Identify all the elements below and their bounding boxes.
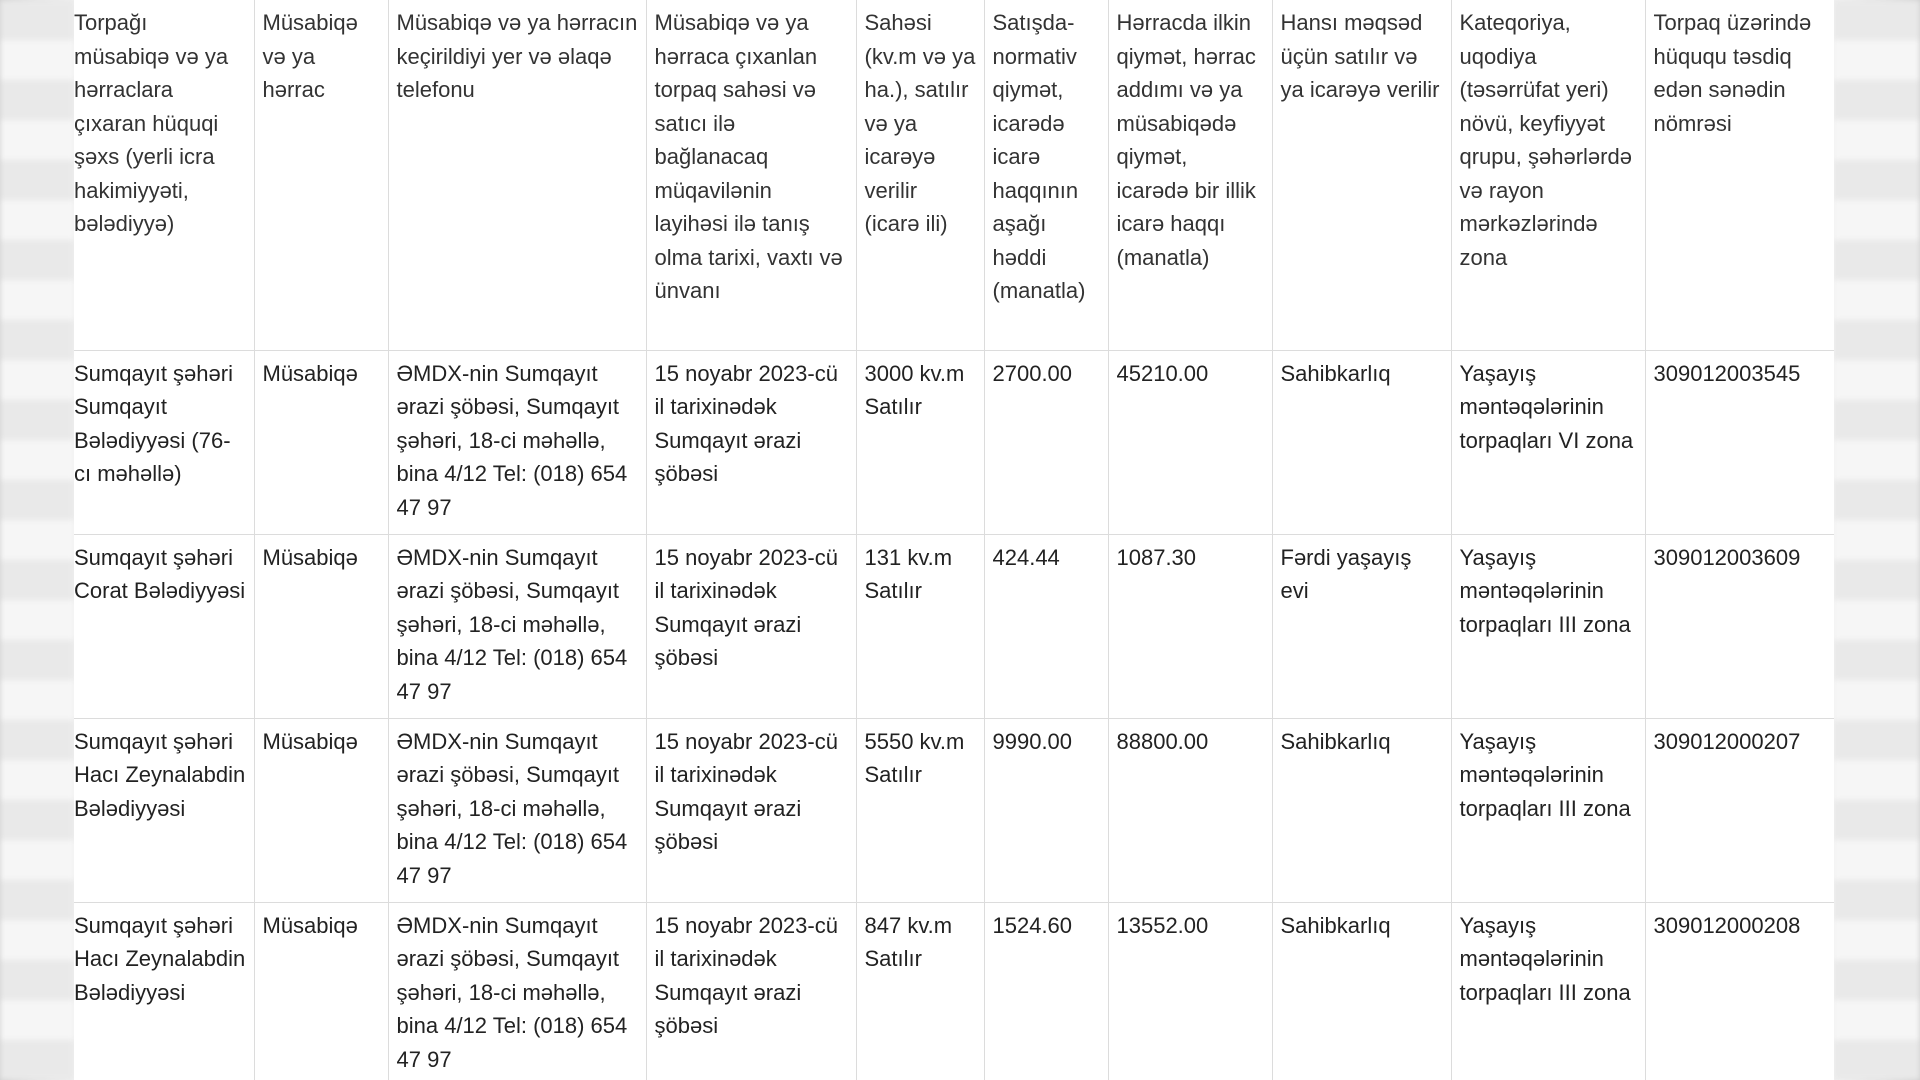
header-doc-number: Torpaq üzərində hüququ təsdiq edən sənədin nömrəsi — [1653, 10, 1812, 136]
cell-area — [856, 350, 984, 534]
table-row — [74, 534, 1834, 718]
cell-initial-price: 13552.00 — [1108, 902, 1272, 1080]
cell-type: Müsabiqə — [254, 534, 388, 718]
cell-type: Müsabiqə — [254, 902, 388, 1080]
cell-normative-price: 2700.00 — [984, 350, 1108, 534]
table-row — [74, 718, 1834, 902]
cell-initial-price: 45210.00 — [1108, 350, 1272, 534]
cell-entity: Sumqayıt şəhəri Sumqayıt Bələdiyyəsi (76-cı məhəllə) — [74, 350, 254, 534]
cell-review-date: 15 noyabr 2023-cü il tarixinədək Sumqayıt ərazi şöbəsi — [646, 534, 856, 718]
cell-normative-price: 9990.00 — [984, 718, 1108, 902]
header-initial-price: Hərracda ilkin qiymət, hərrac addımı və ya müsabiqədə qiymət, icarədə bir illik icarə haqqı (manatla) — [1108, 0, 1272, 350]
land-auction-table — [74, 0, 1834, 1080]
cell-doc-number: 309012003545 — [1653, 360, 1801, 386]
blurred-background-left — [0, 0, 74, 1080]
cell-area — [856, 902, 984, 1080]
cell-location: ƏMDX-nin Sumqayıt ərazi şöbəsi, Sumqayıt şəhəri, 18-ci məhəllə, bina 4/12 Tel: (018) 654 47 97 — [388, 902, 646, 1080]
cell-doc-number: 309012000207 — [1653, 728, 1801, 754]
land-auction-table-sheet — [74, 0, 1834, 1080]
cell-area — [856, 534, 984, 718]
cell-entity: Sumqayıt şəhəri Hacı Zeynalabdin Bələdiyyəsi — [74, 902, 254, 1080]
cell-area — [856, 718, 984, 902]
blurred-background-right — [1834, 0, 1920, 1080]
cell-category: Yaşayış məntəqələrinin torpaqları VI zona — [1451, 350, 1645, 534]
header-area: Sahəsi (kv.m və ya ha.), satılır və ya icarəyə verilir (icarə ili) — [856, 0, 984, 350]
cell-location: ƏMDX-nin Sumqayıt ərazi şöbəsi, Sumqayıt şəhəri, 18-ci məhəllə, bina 4/12 Tel: (018) 654 47 97 — [388, 350, 646, 534]
cell-review-date: 15 noyabr 2023-cü il tarixinədək Sumqayıt ərazi şöbəsi — [646, 902, 856, 1080]
cell-review-date: 15 noyabr 2023-cü il tarixinədək Sumqayıt ərazi şöbəsi — [646, 350, 856, 534]
cell-deal-type: Satılır — [864, 394, 922, 419]
cell-type: Müsabiqə — [254, 350, 388, 534]
cell-area-value: 131 kv.m — [864, 544, 953, 570]
cell-review-date: 15 noyabr 2023-cü il tarixinədək Sumqayıt ərazi şöbəsi — [646, 718, 856, 902]
cell-initial-price: 1087.30 — [1108, 534, 1272, 718]
cell-category: Yaşayış məntəqələrinin torpaqları III zona — [1451, 902, 1645, 1080]
cell-deal-type: Satılır — [864, 762, 922, 787]
cell-area-value: 3000 kv.m — [864, 360, 965, 386]
cell-entity: Sumqayıt şəhəri Corat Bələdiyyəsi — [74, 534, 254, 718]
header-type: Müsabiqə və ya hərrac — [254, 0, 388, 350]
cell-category: Yaşayış məntəqələrinin torpaqları III zona — [1451, 534, 1645, 718]
cell-purpose: Sahibkarlıq — [1272, 902, 1451, 1080]
cell-normative-price: 1524.60 — [984, 902, 1108, 1080]
cell-doc-number: 309012000208 — [1653, 912, 1801, 938]
cell-entity: Sumqayıt şəhəri Hacı Zeynalabdin Bələdiyyəsi — [74, 718, 254, 902]
cell-category: Yaşayış məntəqələrinin torpaqları III zona — [1451, 718, 1645, 902]
table-row — [74, 902, 1834, 1080]
cell-location: ƏMDX-nin Sumqayıt ərazi şöbəsi, Sumqayıt şəhəri, 18-ci məhəllə, bina 4/12 Tel: (018) 654 47 97 — [388, 718, 646, 902]
cell-purpose: Sahibkarlıq — [1272, 350, 1451, 534]
header-category: Kateqoriya, uqodiya (təsərrüfat yeri) növü, keyfiyyət qrupu, şəhərlərdə və rayon mərkəzlərində zona — [1451, 0, 1645, 350]
cell-area-value: 847 kv.m — [864, 912, 953, 938]
cell-purpose: Fərdi yaşayış evi — [1272, 534, 1451, 718]
header-entity: Torpağı müsabiqə və ya hərraclara çıxaran hüquqi şəxs (yerli icra hakimiyyəti, bələdiyyə) — [74, 0, 254, 350]
header-purpose: Hansı məqsəd üçün satılır və ya icarəyə verilir — [1272, 0, 1451, 350]
cell-normative-price: 424.44 — [984, 534, 1108, 718]
header-review-date: Müsabiqə və ya hərraca çıxanlan torpaq sahəsi və satıcı ilə bağlanacaq müqavilənin layihəsi ilə tanış olma tarixi, vaxtı və ünvanı — [646, 0, 856, 350]
cell-location: ƏMDX-nin Sumqayıt ərazi şöbəsi, Sumqayıt şəhəri, 18-ci məhəllə, bina 4/12 Tel: (018) 654 47 97 — [388, 534, 646, 718]
cell-type: Müsabiqə — [254, 718, 388, 902]
header-location: Müsabiqə və ya hərracın keçirildiyi yer və əlaqə telefonu — [388, 0, 646, 350]
cell-deal-type: Satılır — [864, 946, 922, 971]
table-row — [74, 350, 1834, 534]
table-header-row — [74, 0, 1834, 350]
cell-deal-type: Satılır — [864, 578, 922, 603]
header-normative-price: Satışda-normativ qiymət, icarədə icarə haqqının aşağı həddi (manatla) — [984, 0, 1108, 350]
cell-doc-number: 309012003609 — [1653, 544, 1801, 570]
cell-purpose: Sahibkarlıq — [1272, 718, 1451, 902]
cell-area-value: 5550 kv.m — [864, 728, 965, 754]
cell-initial-price: 88800.00 — [1108, 718, 1272, 902]
